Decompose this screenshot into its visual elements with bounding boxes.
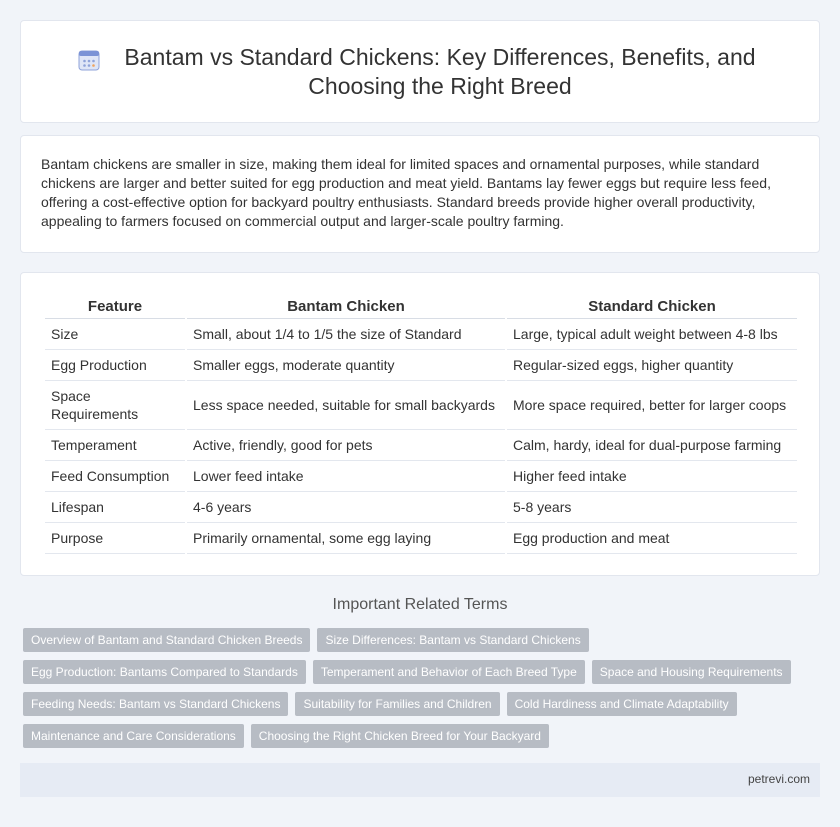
intro-card (20, 135, 820, 253)
comparison-table-card (20, 272, 820, 576)
table-row (45, 319, 797, 350)
term-tag[interactable]: Maintenance and Care Considerations (23, 724, 244, 748)
table-cell: 5-8 years (507, 492, 797, 523)
term-tag[interactable]: Temperament and Behavior of Each Breed Type (313, 660, 585, 684)
table-cell: Egg Production (45, 350, 185, 381)
table-cell: Purpose (45, 523, 185, 554)
table-cell: Small, about 1/4 to 1/5 the size of Standard (187, 319, 505, 350)
term-tag[interactable]: Overview of Bantam and Standard Chicken Breeds (23, 628, 310, 652)
table-cell: Active, friendly, good for pets (187, 430, 505, 461)
related-terms-heading: Important Related Terms (332, 596, 508, 613)
table-header-row (45, 294, 797, 319)
table-row (45, 430, 797, 461)
table-cell: Lower feed intake (187, 461, 505, 492)
table-cell: Large, typical adult weight between 4-8 lbs (507, 319, 797, 350)
term-tag[interactable]: Suitability for Families and Children (295, 692, 499, 716)
header-bantam: Bantam Chicken (187, 294, 505, 319)
table-row (45, 350, 797, 381)
table-cell: Feed Consumption (45, 461, 185, 492)
table-row (45, 523, 797, 554)
table-cell: Smaller eggs, moderate quantity (187, 350, 505, 381)
page-title: Bantam vs Standard Chickens: Key Differences, Benefits, and Choosing the Right Breed (124, 43, 756, 99)
header-standard: Standard Chicken (507, 294, 797, 319)
table-cell: Calm, hardy, ideal for dual-purpose farming (507, 430, 797, 461)
table-row (45, 461, 797, 492)
term-row (23, 692, 803, 716)
term-tag[interactable]: Choosing the Right Chicken Breed for Your Backyard (251, 724, 549, 748)
term-row (23, 660, 803, 684)
footer (20, 763, 820, 797)
term-tag[interactable]: Feeding Needs: Bantam vs Standard Chickens (23, 692, 288, 716)
term-row (23, 724, 803, 748)
table-cell: Egg production and meat (507, 523, 797, 554)
intro-paragraph: Bantam chickens are smaller in size, making them ideal for limited spaces and ornamental purposes, while standard chickens are larger and better suited for egg production and meat yield. Bantams lay fewer eggs but require less feed, offering a cost-effective option for backyard poultry enthusiasts. Standard breeds provide higher overall productivity, appealing to farmers focused on commercial output and larger-scale poultry farming. (41, 156, 771, 229)
site-link[interactable]: petrevi.com (747, 772, 810, 786)
table-cell: Higher feed intake (507, 461, 797, 492)
table-cell: More space required, better for larger coops (507, 381, 797, 430)
comparison-table (43, 294, 799, 554)
term-tag[interactable]: Egg Production: Bantams Compared to Standards (23, 660, 306, 684)
term-tag[interactable]: Space and Housing Requirements (592, 660, 791, 684)
table-cell: Less space needed, suitable for small backyards (187, 381, 505, 430)
table-cell: 4-6 years (187, 492, 505, 523)
header-card (20, 20, 820, 123)
term-tag[interactable]: Size Differences: Bantam vs Standard Chickens (317, 628, 588, 652)
table-cell: Primarily ornamental, some egg laying (187, 523, 505, 554)
table-cell: Regular-sized eggs, higher quantity (507, 350, 797, 381)
table-cell: Temperament (45, 430, 185, 461)
table-cell: Lifespan (45, 492, 185, 523)
table-row (45, 381, 797, 430)
table-cell: Space Requirements (45, 381, 185, 430)
header-feature: Feature (45, 294, 185, 319)
related-terms-list (23, 628, 803, 756)
table-row (45, 492, 797, 523)
term-row (23, 628, 803, 652)
term-tag[interactable]: Cold Hardiness and Climate Adaptability (507, 692, 737, 716)
table-cell: Size (45, 319, 185, 350)
